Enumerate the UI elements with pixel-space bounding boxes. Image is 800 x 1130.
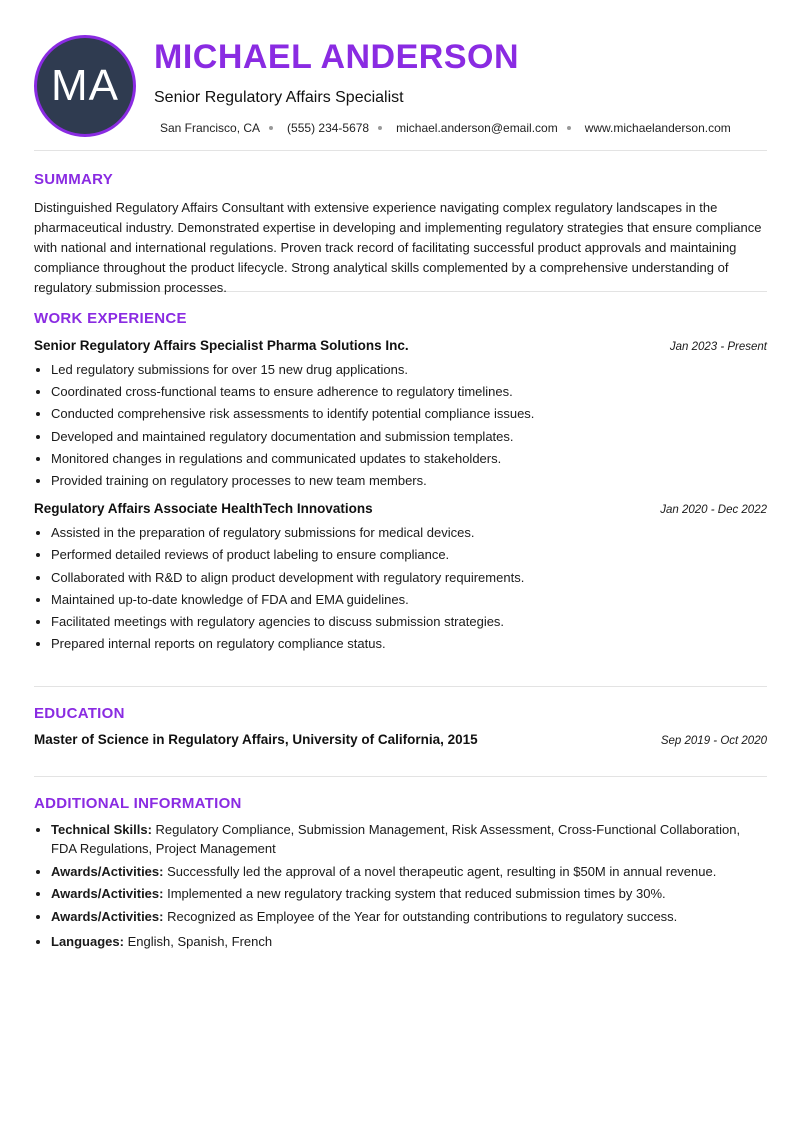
- list-item: [51, 820, 767, 858]
- info-text: Recognized as Employee of the Year for outstanding contributions to regulatory success.: [167, 908, 678, 924]
- additional-information-section: [34, 777, 767, 951]
- work-experience-section: [34, 292, 767, 687]
- separator-dot-icon: [567, 126, 571, 130]
- degree-title: Master of Science in Regulatory Affairs, University of California, 2015: [34, 732, 478, 747]
- list-item: • Developed and maintained regulatory documentation and submission templates.: [51, 426, 767, 448]
- info-label: Awards/Activities:: [51, 908, 164, 924]
- info-label: Awards/Activities:: [51, 886, 164, 901]
- education-heading: EDUCATION: [34, 705, 125, 722]
- summary-heading: SUMMARY: [34, 171, 114, 188]
- info-text: Implemented a new regulatory tracking system that reduced submission times by 30%.: [167, 886, 666, 901]
- list-item: • Facilitated meetings with regulatory agencies to discuss submission strategies.: [51, 611, 767, 633]
- list-item: • Maintained up-to-date knowledge of FDA and EMA guidelines.: [51, 589, 767, 611]
- job-dates: Jan 2020 - Dec 2022: [660, 504, 767, 517]
- job-header: [34, 338, 767, 353]
- contact-bar: [160, 121, 731, 135]
- avatar-initials: MA: [51, 61, 119, 110]
- list-item: • Assisted in the preparation of regulatory submissions for medical devices.: [51, 522, 767, 544]
- contact-website[interactable]: www.michaelanderson.com: [584, 121, 731, 135]
- candidate-name: MICHAEL ANDERSON: [154, 38, 520, 76]
- job-title: Regulatory Affairs Associate HealthTech Innovations: [34, 501, 373, 517]
- additional-info-list: [34, 820, 767, 951]
- info-text: Successfully led the approval of a novel therapeutic agent, resulting in $50M in annual revenue.: [167, 863, 717, 879]
- work-experience-heading: WORK EXPERIENCE: [34, 310, 187, 327]
- list-item: • Coordinated cross-functional teams to ensure adherence to regulatory timelines.: [51, 381, 767, 403]
- list-item: [51, 932, 767, 951]
- job-bullets: [34, 522, 767, 655]
- info-label: Languages:: [51, 933, 124, 949]
- list-item: • Performed detailed reviews of product labeling to ensure compliance.: [51, 544, 767, 566]
- list-item: [51, 907, 767, 926]
- info-text: English, Spanish, French: [127, 933, 273, 949]
- separator-dot-icon: [378, 126, 382, 130]
- summary-section: [34, 151, 767, 295]
- additional-information-heading: ADDITIONAL INFORMATION: [34, 795, 242, 812]
- education-entry: [34, 732, 767, 747]
- contact-location: San Francisco, CA: [160, 121, 261, 135]
- list-item: [51, 862, 767, 881]
- list-item: • Prepared internal reports on regulatory compliance status.: [51, 633, 767, 655]
- resume-header: [34, 0, 767, 151]
- info-text: Regulatory Compliance, Submission Management, Risk Assessment, Cross-Functional Collaboration, FDA Regulations, Project Management: [51, 822, 741, 856]
- summary-text: Distinguished Regulatory Affairs Consultant with extensive experience navigating complex regulatory landscapes in the pharmaceutical industry. Demonstrated expertise in developing and implementing regulatory strategies that ensure compliance with national and international regulations. Proven track record of facilitating successful product approvals and maintaining compliance throughout the product lifecycle. Strong analytical skills complemented by a comprehensive understanding of regulatory submission processes.: [34, 200, 762, 295]
- list-item: • Collaborated with R&D to align product development with regulatory requirements.: [51, 567, 767, 589]
- contact-email[interactable]: michael.anderson@email.com: [396, 121, 558, 135]
- job-dates: Jan 2023 - Present: [669, 341, 767, 353]
- list-item: • Led regulatory submissions for over 15 new drug applications.: [51, 359, 767, 381]
- info-label: Awards/Activities:: [51, 863, 164, 879]
- list-item: • Provided training on regulatory processes to new team members.: [51, 470, 767, 492]
- job-title: Senior Regulatory Affairs Specialist Pharma Solutions Inc.: [34, 338, 409, 353]
- candidate-title: Senior Regulatory Affairs Specialist: [154, 89, 404, 106]
- contact-phone: (555) 234-5678: [287, 121, 370, 135]
- education-dates: Sep 2019 - Oct 2020: [660, 735, 767, 747]
- job-header: [34, 501, 767, 516]
- info-label: Technical Skills:: [51, 822, 152, 837]
- separator-dot-icon: [269, 126, 273, 130]
- avatar: [34, 35, 136, 137]
- job-bullets: [34, 359, 767, 492]
- list-item: [51, 884, 767, 903]
- list-item: • Conducted comprehensive risk assessments to identify potential compliance issues.: [51, 403, 767, 425]
- list-item: • Monitored changes in regulations and communicated updates to stakeholders.: [51, 448, 767, 470]
- education-section: [34, 687, 767, 777]
